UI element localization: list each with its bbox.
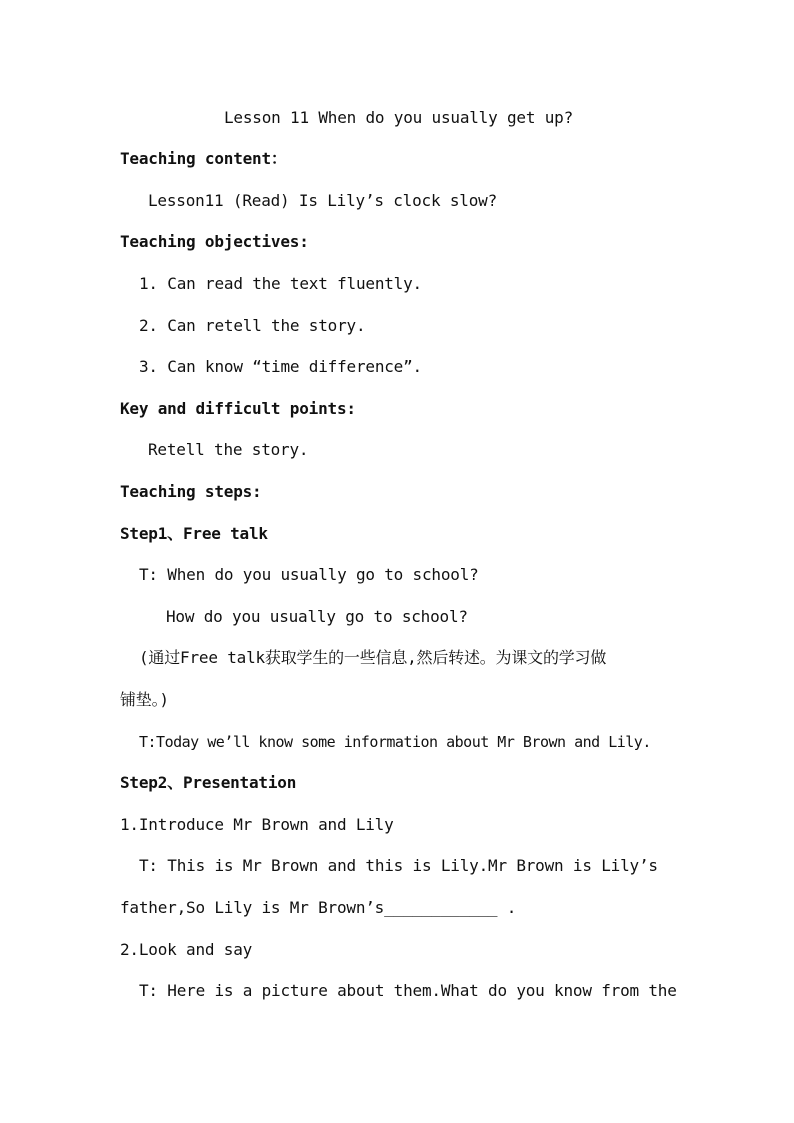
page-title: Lesson 11 When do you usually get up? [224,108,574,127]
step1-teacher-line: T:Today we’ll know some information about Mr Brown and Lily. [139,733,651,751]
teaching-content-heading: Teaching content： [120,149,287,168]
teaching-content-text: Lesson11 (Read) Is Lily’s clock slow? [148,191,498,210]
key-points-heading: Key and difficult points: [120,399,356,418]
step1-note-line-2: 铺垫。) [120,690,169,709]
step2-item-1: 1.Introduce Mr Brown and Lily [120,815,394,834]
step1-note-line-1: (通过Free talk获取学生的一些信息,然后转述。为课文的学习做 [139,648,607,667]
objective-item-3: 3. Can know “time difference”. [139,357,422,376]
step1-question-2: How do you usually go to school? [166,607,468,626]
objective-item-2: 2. Can retell the story. [139,316,366,335]
step2-item-1-line-2: father,So Lily is Mr Brown’s____________ . [120,898,517,917]
step2-item-2: 2.Look and say [120,940,253,959]
teaching-objectives-heading: Teaching objectives: [120,232,309,251]
step2-item-1-line-1: T: This is Mr Brown and this is Lily.Mr Brown is Lily’s [139,856,658,875]
step2-item-2-line-1: T: Here is a picture about them.What do you know from the [139,981,677,1000]
step2-heading: Step2、Presentation [120,773,297,792]
step1-question-1: T: When do you usually go to school? [139,565,479,584]
teaching-steps-heading: Teaching steps: [120,482,262,501]
objective-item-1: 1. Can read the text fluently. [139,274,422,293]
step1-heading: Step1、Free talk [120,524,268,543]
key-points-text: Retell the story. [148,440,309,459]
